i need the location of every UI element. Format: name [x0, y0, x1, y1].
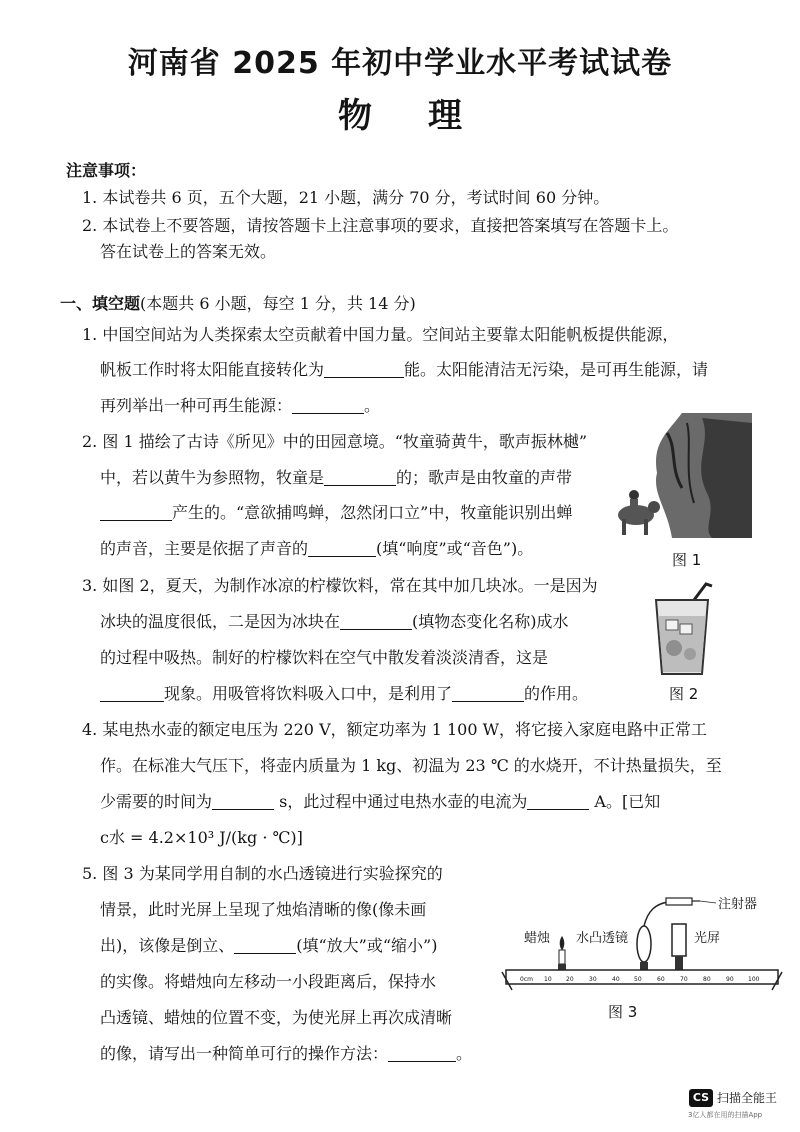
exam-title: 河南省 2025 年初中学业水平考试试卷: [127, 46, 673, 81]
ruler-tick-label: 70: [680, 976, 688, 983]
ruler-tick-label: 90: [726, 976, 734, 983]
answer-blank: [388, 1045, 456, 1062]
answer-blank: [234, 937, 296, 954]
notes-title: 注意事项：: [66, 161, 147, 180]
section-title: 一、填空题: [60, 294, 141, 313]
q4-line-2: 作。在标准大气压下，将壶内质量为 1 kg、初温为 23 ℃ 的水烧开，不计热量损失，至: [100, 756, 722, 775]
screen-label: 光屏: [694, 931, 721, 946]
answer-blank: [292, 397, 364, 414]
ruler-tick-label: 40: [612, 976, 620, 983]
scanner-brand: 扫描全能王: [717, 1091, 778, 1105]
q3-line-4: 现象。用吸管将饮料吸入口中，是利用了 的作用。: [100, 684, 588, 704]
q5-line-6: 的像，请写出一种简单可行的操作方法： 。: [100, 1044, 473, 1063]
answer-blank: [308, 540, 376, 557]
answer-blank: [340, 613, 412, 630]
answer-blank: [100, 504, 172, 521]
q3-line-1: 3. 如图 2，夏天，为制作冰凉的柠檬饮料，常在其中加几块冰。一是因为: [82, 576, 598, 595]
ruler-tick-label: 20: [566, 976, 574, 983]
ruler-tick-label: 50: [634, 976, 642, 983]
ruler-tick-label: 80: [703, 976, 711, 983]
q2-line-1: 2. 图 1 描绘了古诗《所见》中的田园意境。“牧童骑黄牛，歌声振林樾”: [82, 432, 588, 451]
figure-2-caption: 图 2: [669, 685, 699, 703]
figure-3-caption: 图 3: [608, 1003, 638, 1021]
ruler-tick-label: 100: [748, 976, 760, 983]
q5-line-4: 的实像。将蜡烛向左移动一小段距离后，保持水: [100, 972, 437, 991]
ruler-tick-label: 0cm: [520, 976, 533, 983]
subject-title: 物理: [338, 96, 518, 136]
ruler-tick-label: 60: [657, 976, 665, 983]
answer-blank: [452, 685, 524, 702]
ruler-tick-label: 30: [589, 976, 597, 983]
answer-blank: [324, 361, 404, 378]
figure-1-caption: 图 1: [672, 551, 702, 569]
q2-line-2: 中，若以黄牛为参照物，牧童是 的；歌声是由牧童的声带: [100, 468, 573, 487]
q1-line-1: 1. 中国空间站为人类探索太空贡献着中国力量。空间站主要靠太阳能帆板提供能源，: [82, 325, 679, 344]
section-note: (本题共 6 小题，每空 1 分，共 14 分): [140, 294, 416, 313]
q5-line-3: 出)，该像是倒立、 (填“放大”或“缩小”): [100, 936, 438, 955]
note-item: 2. 本试卷上不要答题，请按答题卡上注意事项的要求，直接把答案填写在答题卡上。: [82, 216, 679, 235]
q2-line-3: 产生的。“意欲捕鸣蝉，忽然闭口立”中，牧童能识别出蝉: [100, 503, 572, 523]
ruler-tick-label: 10: [544, 976, 552, 983]
q4-line-4: c水 = 4.2×10³ J/(kg · ℃)]: [100, 828, 303, 847]
q2-line-4: 的声音，主要是依据了声音的 (填“响度”或“音色”)。: [100, 539, 534, 558]
answer-blank: [100, 685, 164, 702]
answer-blank: [212, 793, 274, 810]
q5-line-1: 5. 图 3 为某同学用自制的水凸透镜进行实验探究的: [82, 864, 443, 883]
q5-line-2: 情景，此时光屏上呈现了烛焰清晰的像(像未画: [100, 900, 427, 919]
scanner-tagline: 3亿人都在用的扫描App: [688, 1111, 763, 1119]
section-heading: [60, 291, 416, 314]
figure-3-image: [500, 880, 790, 1005]
answer-blank: [527, 793, 589, 810]
syringe-label: 注射器: [718, 897, 758, 912]
note-item: 1. 本试卷共 6 页，五个大题，21 小题，满分 70 分，考试时间 60 分钟。: [82, 188, 610, 207]
lens-label: 水凸透镜: [576, 931, 629, 946]
figure-1-image: [612, 413, 752, 543]
q3-line-2: 冰块的温度很低，二是因为冰块在 (填物态变化名称)成水: [100, 612, 569, 631]
q5-line-5: 凸透镜、蜡烛的位置不变，为使光屏上再次成清晰: [100, 1008, 453, 1027]
scanner-logo-icon: CS: [689, 1089, 713, 1107]
q3-line-3: 的过程中吸热。制好的柠檬饮料在空气中散发着淡淡清香，这是: [100, 648, 549, 667]
answer-blank: [324, 469, 396, 486]
note-item: 答在试卷上的答案无效。: [100, 242, 277, 261]
q1-line-3: 再列举出一种可再生能源： 。: [100, 396, 381, 415]
candle-label: 蜡烛: [524, 931, 551, 946]
figure-2-image: [650, 580, 720, 678]
q4-line-3: 少需要的时间为 s，此过程中通过电热水壶的电流为 A。[已知: [100, 792, 661, 811]
q4-line-1: 4. 某电热水壶的额定电压为 220 V，额定功率为 1 100 W，将它接入家庭电路中正常工: [82, 720, 708, 739]
q1-line-2: 帆板工作时将太阳能直接转化为 能。太阳能清洁无污染，是可再生能源，请: [100, 360, 709, 379]
